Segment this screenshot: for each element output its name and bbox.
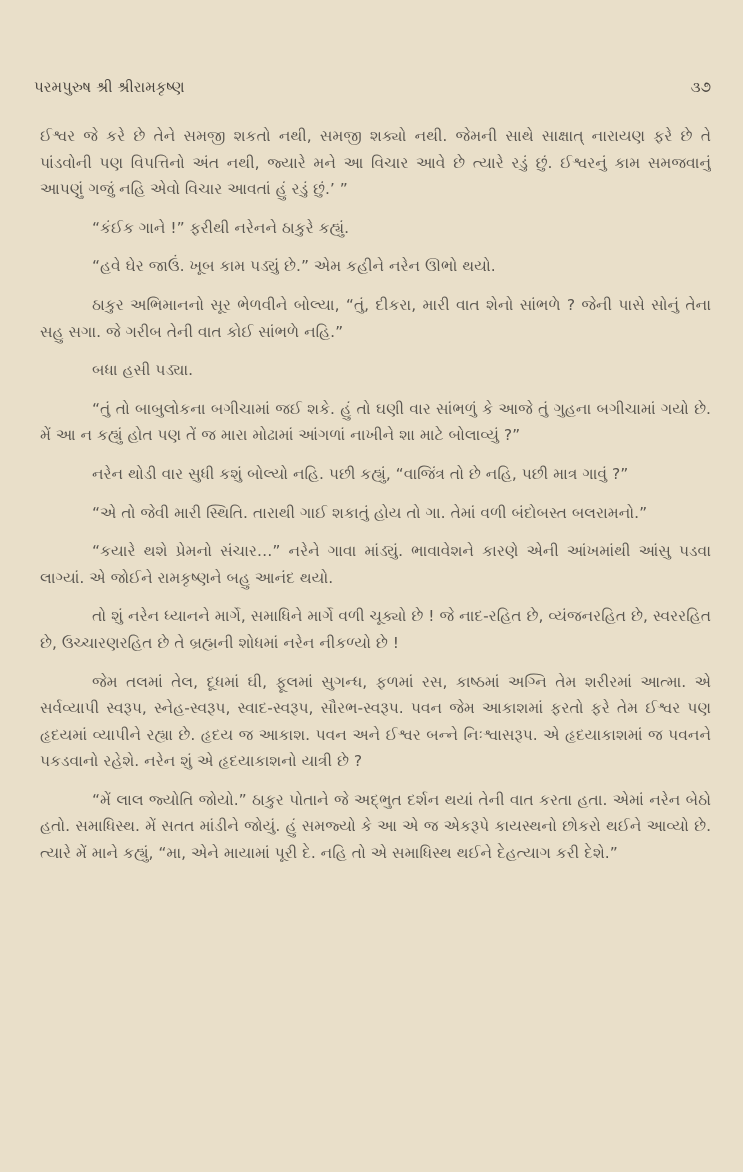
page-header (34, 78, 711, 104)
body-text (40, 123, 711, 1143)
paragraph-2: “કંઈક ગાને !” ફરીથી નરેનને ઠાકુરે કહ્યું. (92, 218, 350, 237)
paragraph-12: “મેં લાલ જ્યોતિ જોયો.” ઠાકુર પોતાને જે અદ્ભુત દર્શન થયાં તેની વાત કરતા હતા. એમાં નરેન બેઠો હતો. સમાધિસ્થ. મેં સતત માંડીને જોયું. હું સમજ્યો કે આ એ જ એકરૂપે કાયસ્થનો છોકરો થઈને આવ્યો છે. ત્યારે મેં માને કહ્યું, “મા, એને માયામાં પૂરી દે. નહિ તો એ સમાધિસ્થ થઈને દેહત્યાગ કરી દેશે.” (40, 790, 711, 863)
paragraph-5: બધા હસી પડ્યા. (92, 361, 194, 380)
page-number: ૩૭ (690, 78, 711, 96)
paragraph-10: તો શું નરેન ધ્યાનને માર્ગે, સમાધિને માર્ગે વળી ચૂક્યો છે ! જે નાદ-રહિત છે, વ્યંજનરહિત છે, સ્વરરહિત છે, ઉચ્ચારણરહિત છે તે બ્રહ્મની શોધમાં નરેન નીકળ્યો છે ! (40, 607, 711, 652)
paragraph-7: નરેન થોડી વાર સુધી કશું બોલ્યો નહિ. પછી કહ્યું, “વાજિંત્ર તો છે નહિ, પછી માત્ર ગાવું ?” (92, 464, 629, 483)
paragraph-9: “કયારે થશે પ્રેમનો સંચાર…” નરેને ગાવા માંડ્યું. ભાવાવેશને કારણે એની આંખમાંથી આંસુ પડવા લાગ્યાં. એ જોઈને રામકૃષ્ણને બહુ આનંદ થયો. (40, 542, 711, 587)
paragraph-6: “તું તો બાબુલોકના બગીચામાં જઈ શકે. હું તો ઘણી વાર સાંભળું કે આજે તું ગુહના બગીચામાં ગયો છે. મેં આ ન કહ્યું હોત પણ તેં જ મારા મોઢામાં આંગળાં નાખીને શા માટે બોલાવ્યું ?” (40, 399, 711, 445)
paragraph-11: જેમ તલમાં તેલ, દૂધમાં ઘી, ફૂલમાં સુગન્ધ, ફળમાં રસ, કાષ્ઠમાં અગ્નિ તેમ શરીરમાં આત્મા. એ સર્વવ્યાપી સ્વરૂપ, સ્નેહ-સ્વરૂપ, સ્વાદ-સ્વરૂપ, સૌરભ-સ્વરૂપ. પવન જેમ આકાશમાં ફરતો ફરે તેમ ઈશ્વર પણ હૃદયમાં વ્યાપીને રહ્યા છે. હૃદય જ આકાશ. પવન અને ઈશ્વર બન્ને નિઃશ્વાસરૂપ. એ હૃદયાકાશમાં જ પવનને પકડવાનો રહેશે. નરેન શું એ હૃદયાકાશનો યાત્રી છે ? (40, 672, 711, 771)
paragraph-1: ઈશ્વર જે કરે છે તેને સમજી શકતો નથી, સમજી શક્યો નથી. જેમની સાથે સાક્ષાત્ નારાયણ ફરે છે તે પાંડવોની પણ વિપત્તિનો અંત નથી, જ્યારે મને આ વિચાર આવે છે ત્યારે રડું છું. ઈશ્વરનું કામ સમજવાનું આપણું ગજું નહિ એવો વિચાર આવતાં હું રડું છું.’ ” (40, 127, 711, 199)
running-title: પરમપુરુષ શ્રી શ્રીરામકૃષ્ણ (34, 78, 185, 96)
paragraph-3: “હવે ઘેર જાઉં. ખૂબ કામ પડ્યું છે.” એમ કહીને નરેન ઊભો થયો. (92, 257, 496, 276)
paragraph-4: ઠાકુર અભિમાનનો સૂર ભેળવીને બોલ્યા, “તું, દીકરા, મારી વાત શેનો સાંભળે ? જેની પાસે સોનું તેના સહુ સગા. જે ગરીબ તેની વાત કોઈ સાંભળે નહિ.” (40, 295, 711, 341)
paragraph-8: “એ તો જેવી મારી સ્થિતિ. તારાથી ગાઈ શકાતું હોય તો ગા. તેમાં વળી બંદોબસ્ત બલરામનો.” (92, 503, 648, 522)
